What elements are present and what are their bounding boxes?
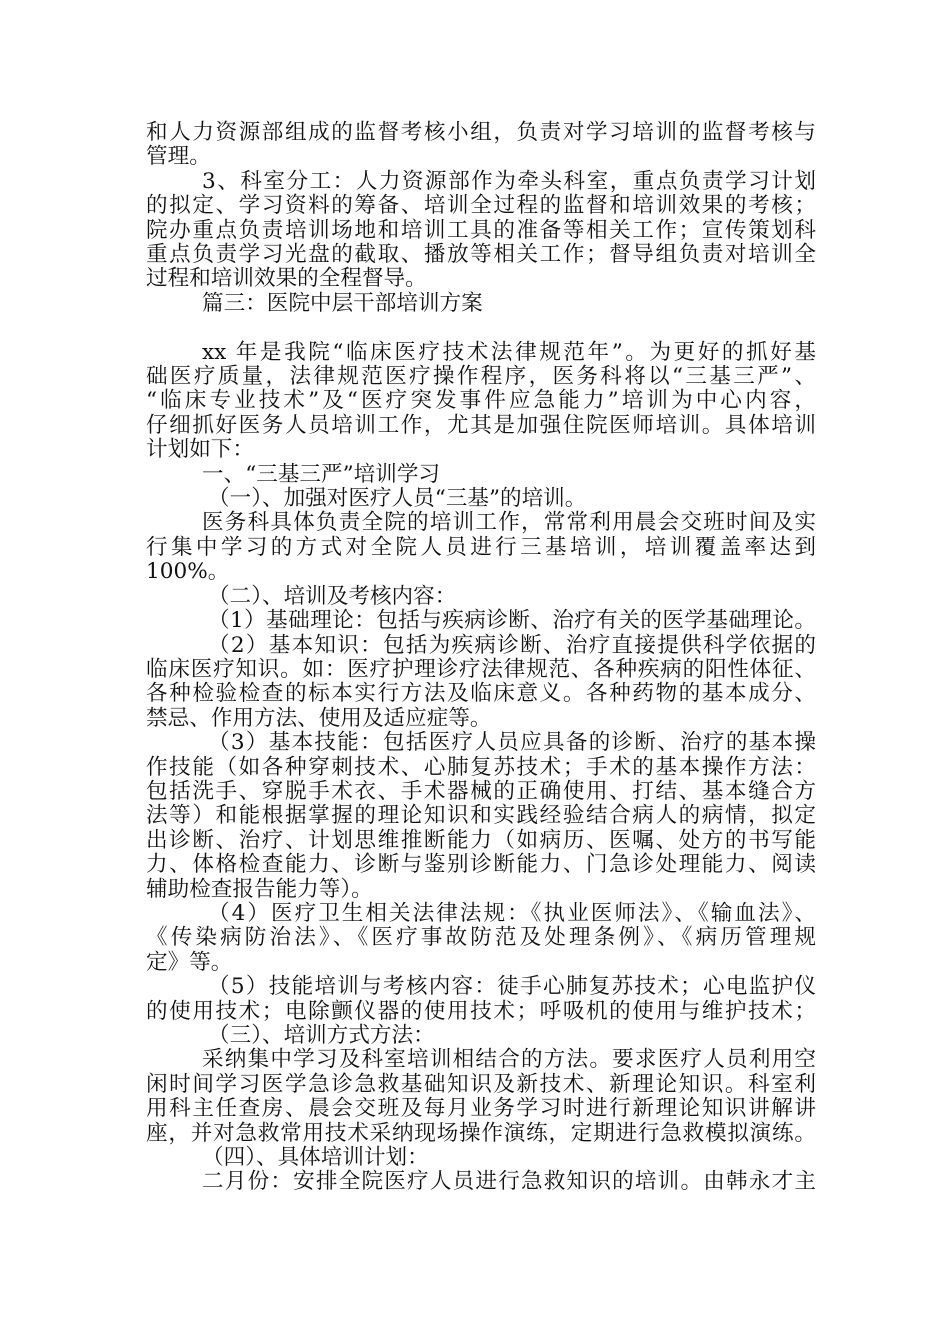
text-line: xx 年是我院“临床医疗技术法律规范年”。为更好的抓好基: [202, 339, 816, 365]
subsection-heading: 一、“三基三严”培训学习: [202, 461, 441, 487]
blank-line: [146, 316, 816, 340]
text-line: 100%。: [146, 559, 230, 585]
text-line: 采纳集中学习及科室培训相结合的方法。要求医疗人员利用空: [202, 1047, 816, 1073]
text-line: 用科主任查房、晨会交班及每月业务学习时进行新理论知识讲解讲: [146, 1096, 816, 1122]
text-line: 座，并对急救常用技术采纳现场操作演练，定期进行急救模拟演练。: [146, 1120, 816, 1146]
text-line: 《传染病防治法》、《医疗事故防范及处理条例》、《病历管理规: [146, 925, 816, 951]
text-line: 包括洗手、穿脱手术衣、手术器械的正确使用、打结、基本缝合方: [146, 778, 816, 804]
text-line: 辅助检查报告能力等）。: [146, 876, 373, 902]
text-line: 院办重点负责培训场地和培训工具的准备等相关工作；宣传策划科: [146, 217, 816, 243]
text-line: 各种检验检查的标本实行方法及临床意义。各种药物的基本成分、: [146, 681, 816, 707]
text-line: 仔细抓好医务人员培训工作，尤其是加强住院医师培训。具体培训: [146, 412, 816, 438]
text-line: 出诊断、治疗、计划思维推断能力（如病历、医嘱、处方的书写能: [146, 827, 816, 853]
text-line: （1）基础理论：包括与疾病诊断、治疗有关的医学基础理论。: [208, 608, 816, 634]
text-line: （一）、加强对医疗人员“三基”的培训。: [208, 486, 587, 512]
text-line: 闲时间学习医学急诊急救基础知识及新技术、新理论知识。科室利: [146, 1071, 816, 1097]
text-line: 禁忌、作用方法、使用及适应症等。: [146, 705, 492, 731]
text-line: 的使用技术；电除颤仪器的使用技术；呼吸机的使用与维护技术；: [146, 998, 816, 1024]
text-line: 计划如下：: [146, 437, 254, 463]
text-line: 行集中学习的方式对全院人员进行三基培训，培训覆盖率达到: [146, 534, 816, 560]
section-heading: 篇三：医院中层干部培训方案: [202, 290, 483, 316]
text-line: （3）基本技能：包括医疗人员应具备的诊断、治疗的基本操: [208, 730, 816, 756]
text-line: （5）技能培训与考核内容：徒手心肺复苏技术；心电监护仪: [208, 974, 816, 1000]
text-line: （4）医疗卫生相关法律法规：《执业医师法》、《输血法》、: [208, 900, 816, 926]
text-line: 重点负责学习光盘的截取、播放等相关工作；督导组负责对培训全: [146, 242, 816, 268]
text-line: 定》等。: [146, 949, 233, 975]
text-line: 法等）和能根据掌握的理论知识和实践经验结合病人的病情，拟定: [146, 803, 816, 829]
text-line: （二）、培训及考核内容：: [208, 583, 457, 609]
text-line: 临床医疗知识。如：医疗护理诊疗法律规范、各种疾病的阳性体征、: [146, 656, 816, 682]
document-body: [146, 121, 816, 1195]
text-line: 的拟定、学习资料的筹备、培训全过程的监督和培训效果的考核；: [146, 193, 816, 219]
text-line: 3、科室分工：人力资源部作为牵头科室，重点负责学习计划: [202, 168, 816, 194]
text-line: 础医疗质量，法律规范医疗操作程序，医务科将以“三基三严”、: [146, 364, 816, 390]
text-line: （三）、培训方式方法：: [208, 1023, 435, 1049]
text-line: 二月份：安排全院医疗人员进行急救知识的培训。由韩永才主: [202, 1169, 816, 1195]
text-line: 力、体格检查能力、诊断与鉴别诊断能力、门急诊处理能力、阅读: [146, 852, 816, 878]
text-line: “临床专业技术”及“医疗突发事件应急能力”培训为中心内容，: [146, 388, 816, 414]
text-line: （四）、具体培训计划：: [202, 1145, 429, 1171]
text-line: 管理。: [146, 144, 211, 170]
text-line: 和人力资源部组成的监督考核小组，负责对学习培训的监督考核与: [146, 120, 816, 145]
text-line: 作技能（如各种穿刺技术、心肺复苏技术；手术的基本操作方法：: [146, 754, 816, 780]
text-line: 过程和培训效果的全程督导。: [146, 266, 427, 292]
text-line: 医务科具体负责全院的培训工作，常常利用晨会交班时间及实: [202, 510, 816, 536]
text-line: （2）基本知识：包括为疾病诊断、治疗直接提供科学依据的: [208, 632, 816, 658]
